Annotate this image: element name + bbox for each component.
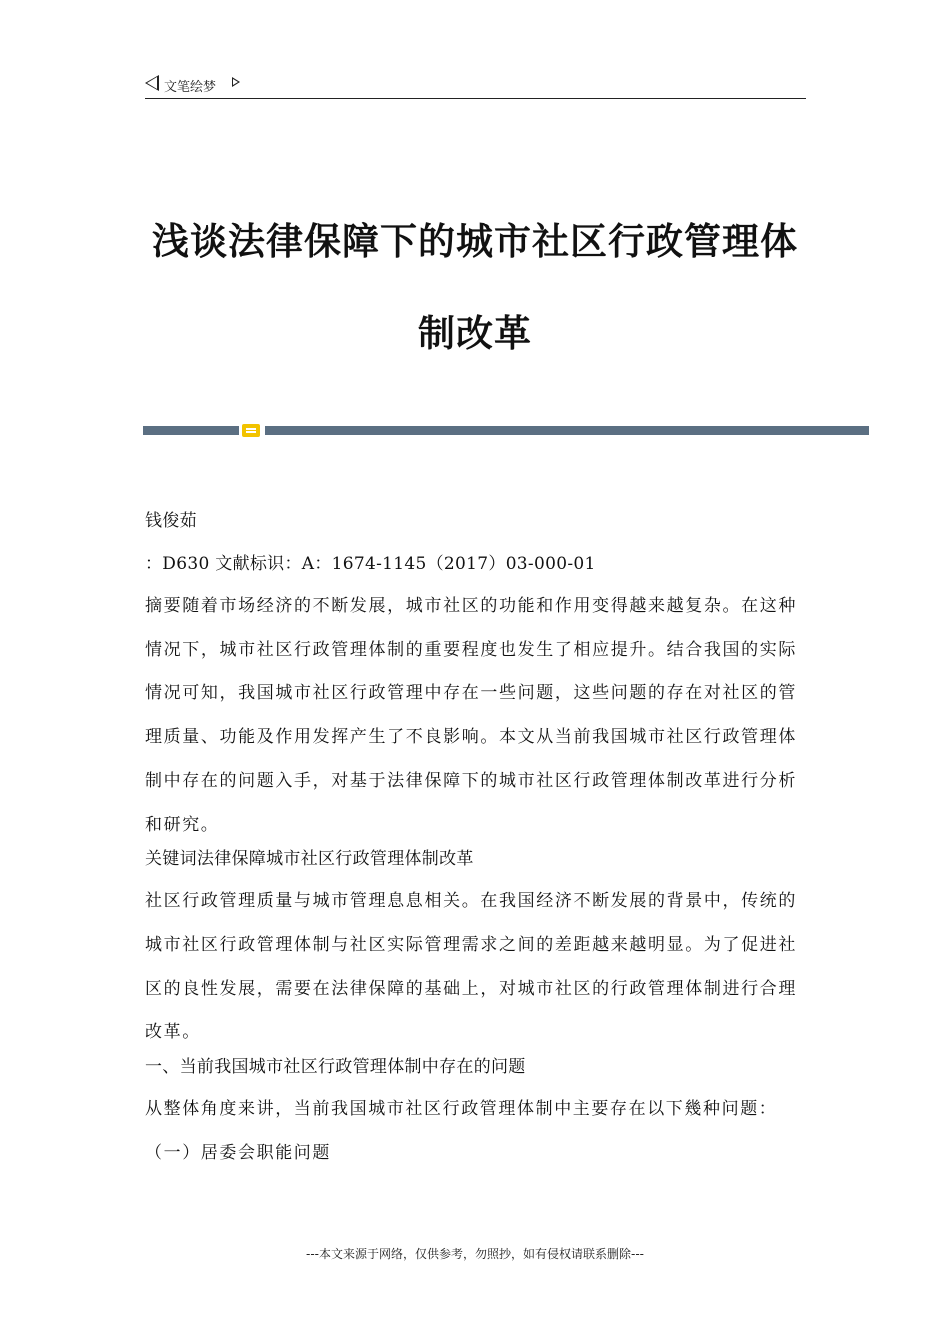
- title-line-1: 浅谈法律保障下的城市社区行政管理体: [152, 220, 798, 263]
- title-line-2: 制改革: [418, 312, 532, 355]
- document-body: [145, 507, 797, 1175]
- page-header: [145, 72, 806, 99]
- document-title: [130, 196, 820, 380]
- envelope-icon: [242, 424, 260, 437]
- brand-name: 文笔绘梦: [164, 80, 217, 95]
- author: 钱俊茹: [145, 511, 197, 531]
- left-triangle-icon: [145, 75, 159, 91]
- subsection-heading: （一）居委会职能问题: [145, 1142, 331, 1163]
- abstract-paragraph: 摘要随着市场经济的不断发展，城市社区的功能和作用变得越来越复杂。在这种情况下，城市社区行政管理体制的重要程度也发生了相应提升。结合我国的实际情况可知，我国城市社区行政管理中存在一些问题，这些问题的存在对社区的管理质量、功能及作用发挥产生了不良影响。本文从当前我国城市社区行政管理体制中存在的问题入手，对基于法律保障下的城市社区行政管理体制改革进行分析和研究。: [145, 596, 797, 835]
- title-divider-right: [265, 426, 869, 435]
- section-intro: 从整体角度来讲，当前我国城市社区行政管理体制中主要存在以下幾种问题：: [145, 1099, 778, 1120]
- classification-line: ：D630 文献标识：A：1674-1145（2017）03-000-01: [145, 554, 596, 574]
- section-heading: 一、当前我国城市社区行政管理体制中存在的问题: [145, 1057, 526, 1078]
- right-triangle-icon: [232, 77, 240, 87]
- footer-notice: ---本文来源于网络，仅供参考，勿照抄，如有侵权请联系删除---: [306, 1247, 644, 1261]
- keywords-line: 关键词法律保障城市社区行政管理体制改革: [145, 849, 474, 870]
- intro-paragraph: 社区行政管理质量与城市管理息息相关。在我国经济不断发展的背景中，传统的城市社区行政管理体制与社区实际管理需求之间的差距越来越明显。为了促进社区的良性发展，需要在法律保障的基础上，对城市社区的行政管理体制进行合理改革。: [145, 891, 797, 1043]
- title-divider-left: [143, 426, 239, 435]
